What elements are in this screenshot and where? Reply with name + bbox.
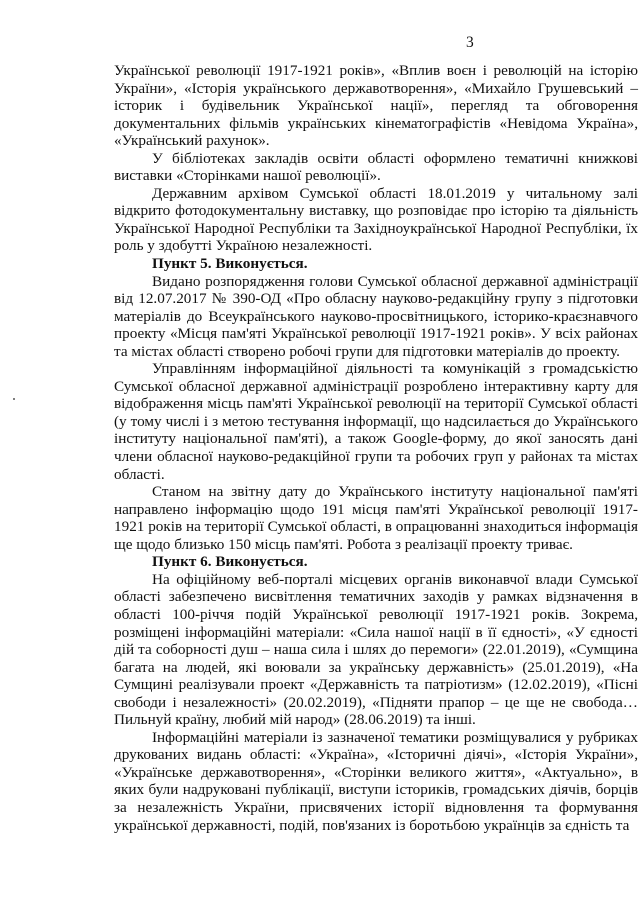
page-number: 3: [466, 34, 474, 51]
paragraph: У бібліотеках закладів освіти області оформлено тематичні книжкові виставки «Сторінками нашої революції».: [114, 149, 638, 185]
document-body: [114, 62, 638, 834]
paragraph: Української революції 1917-1921 років», «Вплив воєн і революцій на історію України», «Історія українського державотворення», «Михайло Грушевський – історик і будівельник Української нації», перегляд та обговорення документальних фільмів українських кінематографістів «Невідома Україна», «Український рахунок».: [114, 62, 638, 150]
paragraph: На офіційному веб-порталі місцевих органів виконавчої влади Сумської області забезпечено висвітлення тематичних заходів у рамках відзначення в області 100-річчя подій Української революції 1917-1921 років. Зокрема, розміщені інформаційні матеріали: «Сила нашої нації в її єдності», «У єдності дій та соборності душ – наша сила і шлях до перемоги» (22.01.2019), «Сумщина багата на людей, які воювали за українську державність» (25.01.2019), «На Сумщині реалізували проект «Державність та патріотизм» (12.02.2019), «Пісні свободи і незалежності» (20.02.2019), «Підняти прапор – це ще не свобода… Пильнуй країну, любий мій народ» (28.06.2019) та інші.: [114, 570, 638, 729]
section-heading: Пункт 6. Виконується.: [152, 553, 308, 571]
paragraph: Управлінням інформаційної діяльності та комунікацій з громадськістю Сумської обласної державної адміністрації розроблено інтерактивну карту для відображення місць пам'яті Української революції на території Сумської області (у тому числі і з метою тестування інформації, що надсилається до Українського інституту національної пам'яті), а також Google-форму, до якої заносять дані члени обласної науково-редакційної групи та робочих груп у районах та містах області.: [114, 360, 638, 483]
section-heading: Пункт 5. Виконується.: [152, 255, 308, 273]
paragraph: Видано розпорядження голови Сумської обласної державної адміністрації від 12.07.2017 № 390-ОД «Про обласну науково-редакційну групу з підготовки матеріалів до Всеукраїнського науково-просвітницького, історико-краєзнавчого проекту «Місця пам'яті Української революції 1917-1921 років». У всіх районах та містах області створено робочі групи для підготовки матеріалів до проекту.: [114, 272, 638, 360]
paragraph: Станом на звітну дату до Українського інституту національної пам'яті направлено інформацію щодо 191 місця пам'яті Української революції 1917-1921 років на території Сумської області, в опрацюванні знаходиться інформація ще щодо близько 150 місць пам'яті. Робота з реалізації проекту триває.: [114, 483, 638, 553]
paragraph: Державним архівом Сумської області 18.01.2019 у читальному залі відкрито фотодокументальну виставку, що розповідає про історію та діяльність Української Народної Республіки та Західноукраїнської Народної Республіки, їх роль у здобутті Україною незалежності.: [114, 184, 638, 255]
paragraph: Інформаційні матеріали із зазначеної тематики розміщувалися у рубриках друкованих видань області: «Україна», «Історичні діячі», «Історія України», «Українське державотворення», «Сторінки великого життя», «Актуально», в яких були надруковані публікації, виступи істориків, громадських діячів, борців за незалежність України, присвячених історії відновлення та формування української державності, подій, пов'язаних із боротьбою українців за єдність та: [114, 728, 638, 834]
margin-mark: [13, 398, 15, 400]
